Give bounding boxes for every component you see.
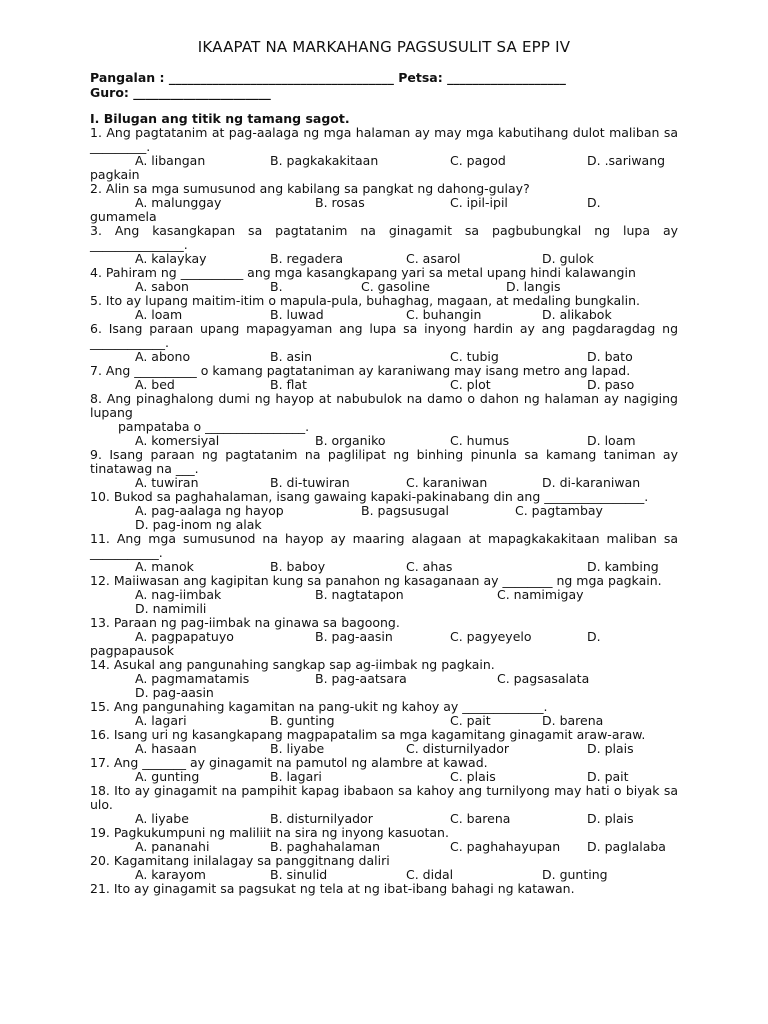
question-20: 20. Kagamitang inilalagay sa panggitnang daliri [90,853,390,868]
option-c: C. pagod [450,153,506,168]
question-17: 17. Ang _______ ay ginagamit na pamutol ng alambre at kawad. [90,755,488,770]
section-title: I. Bilugan ang titik ng tamang sagot. [90,111,350,126]
option-c: C. pagyeyelo [450,629,532,644]
option-c: C. paghahayupan [450,839,561,854]
option-c: C. ipil-ipil [450,195,508,210]
option-b: B. di-tuwiran [270,475,350,490]
options-3 [90,252,678,266]
option-b: B. pag-aatsara [315,671,407,686]
options-5 [90,308,678,322]
option-d: D. langis [506,279,561,294]
option-c: C. didal [406,867,454,882]
option-c: C. plot [450,377,491,392]
option-b: B. organiko [315,433,386,448]
option-d: D. pait [587,769,629,784]
option-a: A. manok [135,559,194,574]
option-c: C. humus [450,433,510,448]
option-b: B. nagtatapon [315,587,404,602]
option-a: A. pananahi [135,839,210,854]
option-d: D. [587,629,601,644]
option-d: D. pag-inom ng alak [135,517,262,532]
question-7: 7. Ang __________ o kamang pagtataniman ay karaniwang may isang metro ang lapad. [90,363,631,378]
option-b: B. disturnilyador [270,811,373,826]
option-wrap: pagkain [90,167,140,182]
options-20 [90,868,678,882]
option-a: A. kalaykay [135,251,207,266]
question-2: 2. Alin sa mga sumusunod ang kabilang sa pangkat ng dahong-gulay? [90,181,530,196]
option-c: C. pait [450,713,491,728]
option-d: D. loam [587,433,636,448]
option-b: B. luwad [270,307,324,322]
name-field-label: Pangalan : ____________________________________ [90,70,394,85]
question-8-continued: pampataba o ________________. [118,419,310,434]
option-d: D. [587,195,601,210]
options-12 [90,588,678,602]
options-10 [90,504,678,518]
option-c: C. barena [450,811,511,826]
option-b: B. gunting [270,713,335,728]
question-16: 16. Isang uri ng kasangkapang magpapatalim sa mga kagamitang ginagamit araw-araw. [90,727,646,742]
options-9 [90,476,678,490]
option-c: C. plais [450,769,496,784]
option-b: B. lagari [270,769,322,784]
question-9: 9. Isang paraan ng pagtatanim na paglilipat ng binhing pinunla sa kamang taniman ay tinatawag na ___. [90,447,678,476]
option-c: C. tubig [450,349,499,364]
option-a: A. malunggay [135,195,222,210]
options-6 [90,350,678,364]
option-d: D. gulok [542,251,594,266]
option-d: D. alikabok [542,307,612,322]
option-a: A. tuwiran [135,475,199,490]
options-17 [90,770,678,784]
option-d: D. gunting [542,867,608,882]
option-wrap: pagpapausok [90,643,175,658]
option-a: A. loam [135,307,183,322]
option-b: B. pagkakakitaan [270,153,379,168]
option-d: D. barena [542,713,604,728]
option-d: D. di-karaniwan [542,475,641,490]
options-14 [90,672,678,686]
option-a: A. liyabe [135,811,189,826]
options-11 [90,560,678,574]
option-c: C. asarol [406,251,461,266]
option-b: B. pag-aasin [315,629,393,644]
option-b: B. [270,279,283,294]
question-18: 18. Ito ay ginagamit na pampihit kapag ibabaon sa kahoy ang turnilyong may hati o biyak sa ulo. [90,783,678,812]
option-c: C. buhangin [406,307,482,322]
option-c: C. pagsasalata [497,671,590,686]
option-a: A. pag-aalaga ng hayop [135,503,284,518]
option-c: C. namimigay [497,587,584,602]
option-b: B. rosas [315,195,365,210]
option-d: D. paso [587,377,635,392]
options-16 [90,742,678,756]
option-a: A. pagmamatamis [135,671,250,686]
option-a: A. gunting [135,769,200,784]
option-a: A. nag-iimbak [135,587,222,602]
options-2 [90,196,678,210]
options-1 [90,154,678,168]
option-a: A. libangan [135,153,206,168]
option-a: A. karayom [135,867,206,882]
question-11: 11. Ang mga sumusunod na hayop ay maaring alagaan at mapagkakakitaan maliban sa ___________. [90,531,678,560]
question-8: 8. Ang pinaghalong dumi ng hayop at nabubulok na damo o dahon ng halaman ay nagiging lupang [90,391,678,420]
option-d: D. .sariwang [587,153,666,168]
option-c: C. disturnilyador [406,741,509,756]
options-7 [90,378,678,392]
options-18 [90,812,678,826]
option-d: D. pag-aasin [135,685,214,700]
option-b: B. sinulid [270,867,328,882]
option-b: B. paghahalaman [270,839,381,854]
option-a: A. abono [135,349,191,364]
question-6: 6. Isang paraan upang mapagyaman ang lupa sa inyong hardin ay ang pagdaragdag ng ____________. [90,321,678,350]
option-d: D. kambing [587,559,659,574]
teacher-field-label: Guro: ______________________ [90,85,271,100]
question-19: 19. Pagkukumpuni ng maliliit na sira ng inyong kasuotan. [90,825,449,840]
option-a: A. pagpapatuyo [135,629,234,644]
option-b: B. asin [270,349,313,364]
question-21: 21. Ito ay ginagamit sa pagsukat ng tela at ng ibat-ibang bahagi ng katawan. [90,881,575,896]
question-1: 1. Ang pagtatanim at pag-aalaga ng mga halaman ay may mga kabutihang dulot maliban sa _________. [90,125,678,154]
option-a: A. komersiyal [135,433,220,448]
options-13 [90,630,678,644]
options-8 [90,434,678,448]
option-a: A. lagari [135,713,187,728]
option-wrap: gumamela [90,209,157,224]
question-15: 15. Ang pangunahing kagamitan na pang-ukit ng kahoy ay _____________. [90,699,548,714]
name-date-line [90,70,678,85]
option-b: B. flat [270,377,307,392]
option-a: A. bed [135,377,175,392]
page-title: IKAAPAT NA MARKAHANG PAGSUSULIT SA EPP IV [197,38,571,56]
question-12: 12. Maiiwasan ang kagipitan kung sa panahon ng kasaganaan ay ________ ng mga pagkain. [90,573,662,588]
option-d: D. namimili [135,601,207,616]
date-field-label: Petsa: ___________________ [398,70,566,85]
question-4: 4. Pahiram ng __________ ang mga kasangkapang yari sa metal upang hindi kalawangin [90,265,636,280]
option-b: B. regadera [270,251,344,266]
option-d: D. bato [587,349,633,364]
option-d: D. plais [587,811,634,826]
question-14: 14. Asukal ang pangunahing sangkap sap ag-iimbak ng pagkain. [90,657,495,672]
options-4 [90,280,678,294]
option-a: A. sabon [135,279,189,294]
option-d: D. plais [587,741,634,756]
question-13: 13. Paraan ng pag-iimbak na ginawa sa bagoong. [90,615,400,630]
options-19 [90,840,678,854]
option-b: B. liyabe [270,741,325,756]
option-b: B. pagsusugal [361,503,449,518]
option-c: C. pagtambay [515,503,603,518]
option-d: D. paglalaba [587,839,666,854]
option-c: C. karaniwan [406,475,488,490]
option-a: A. hasaan [135,741,197,756]
question-3: 3. Ang kasangkapan sa pagtatanim na ginagamit sa pagbubungkal ng lupa ay _______________. [90,223,678,252]
option-c: C. gasoline [361,279,430,294]
options-15 [90,714,678,728]
option-b: B. baboy [270,559,326,574]
option-c: C. ahas [406,559,453,574]
question-5: 5. Ito ay lupang maitim-itim o mapula-pula, buhaghag, magaan, at medaling bungkalin. [90,293,641,308]
question-10: 10. Bukod sa paghahalaman, isang gawaing kapaki-pakinabang din ang ________________. [90,489,649,504]
